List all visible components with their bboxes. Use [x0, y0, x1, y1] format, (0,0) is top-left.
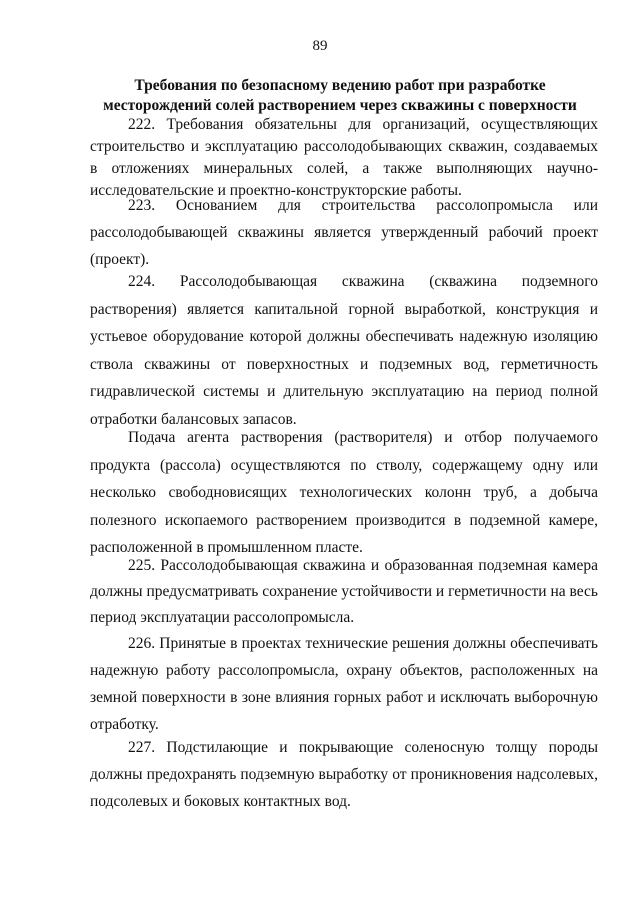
paragraph-225	[90, 553, 598, 631]
paragraph-225-text: 225. Рассолодобывающая скважина и образованная подземная камера должны предусматривать сохранение устойчивости и герметичности на весь период эксплуатации рассолопромысла.	[90, 557, 598, 626]
paragraph-227	[90, 734, 598, 815]
paragraph-222-text: 222. Требования обязательны для организаций, осуществляющих строительство и эксплуатацию рассолодобывающих скважин, создаваемых в отложениях минеральных солей, а также выполняющих научно-исследовательские и проектно-конструкторские работы.	[90, 116, 598, 199]
paragraph-226	[90, 630, 598, 738]
paragraph-224	[90, 268, 598, 433]
paragraph-223-text: 223. Основанием для строительства рассолопромысла или рассолодобывающей скважины является утвержденный рабочий проект (проект).	[90, 197, 598, 268]
paragraph-226-text: 226. Принятые в проектах технические решения должны обеспечивать надежную работу рассолопромысла, охрану объектов, расположенных на земной поверхности в зоне влияния горных работ и исключать выборочную отработку.	[90, 635, 598, 733]
paragraph-224-continuation	[90, 424, 598, 562]
paragraph-223	[90, 192, 598, 273]
section-title	[90, 76, 590, 116]
paragraph-224-continuation-text: Подача агента растворения (растворителя) и отбор получаемого продукта (рассола) осуществляются по стволу, содержащему одну или несколько свободновисящих технологических колонн труб, а добыча полезного ископаемого растворением производится в подземной камере, расположенной в промышленном пласте.	[90, 429, 598, 556]
section-title-line-2: месторождений солей растворением через скважины с поверхности	[103, 97, 577, 114]
paragraph-224-text: 224. Рассолодобывающая скважина (скважина подземного растворения) является капитальной горной выработкой, конструкция и устьевое оборудование которой должны обеспечивать надежную изоляцию ствола скважины от поверхностных и подземных вод, герметичность гидравлической системы и длительную эксплуатацию на период полной отработки балансовых запасов.	[90, 273, 598, 428]
paragraph-227-text: 227. Подстилающие и покрывающие соленосную толщу породы должны предохранять подземную выработку от проникновения надсолевых, подсолевых и боковых контактных вод.	[90, 739, 598, 810]
paragraph-222	[90, 114, 598, 202]
section-title-line-1: Требования по безопасному ведению работ при разработке	[134, 77, 546, 94]
page-number: 89	[312, 38, 328, 54]
